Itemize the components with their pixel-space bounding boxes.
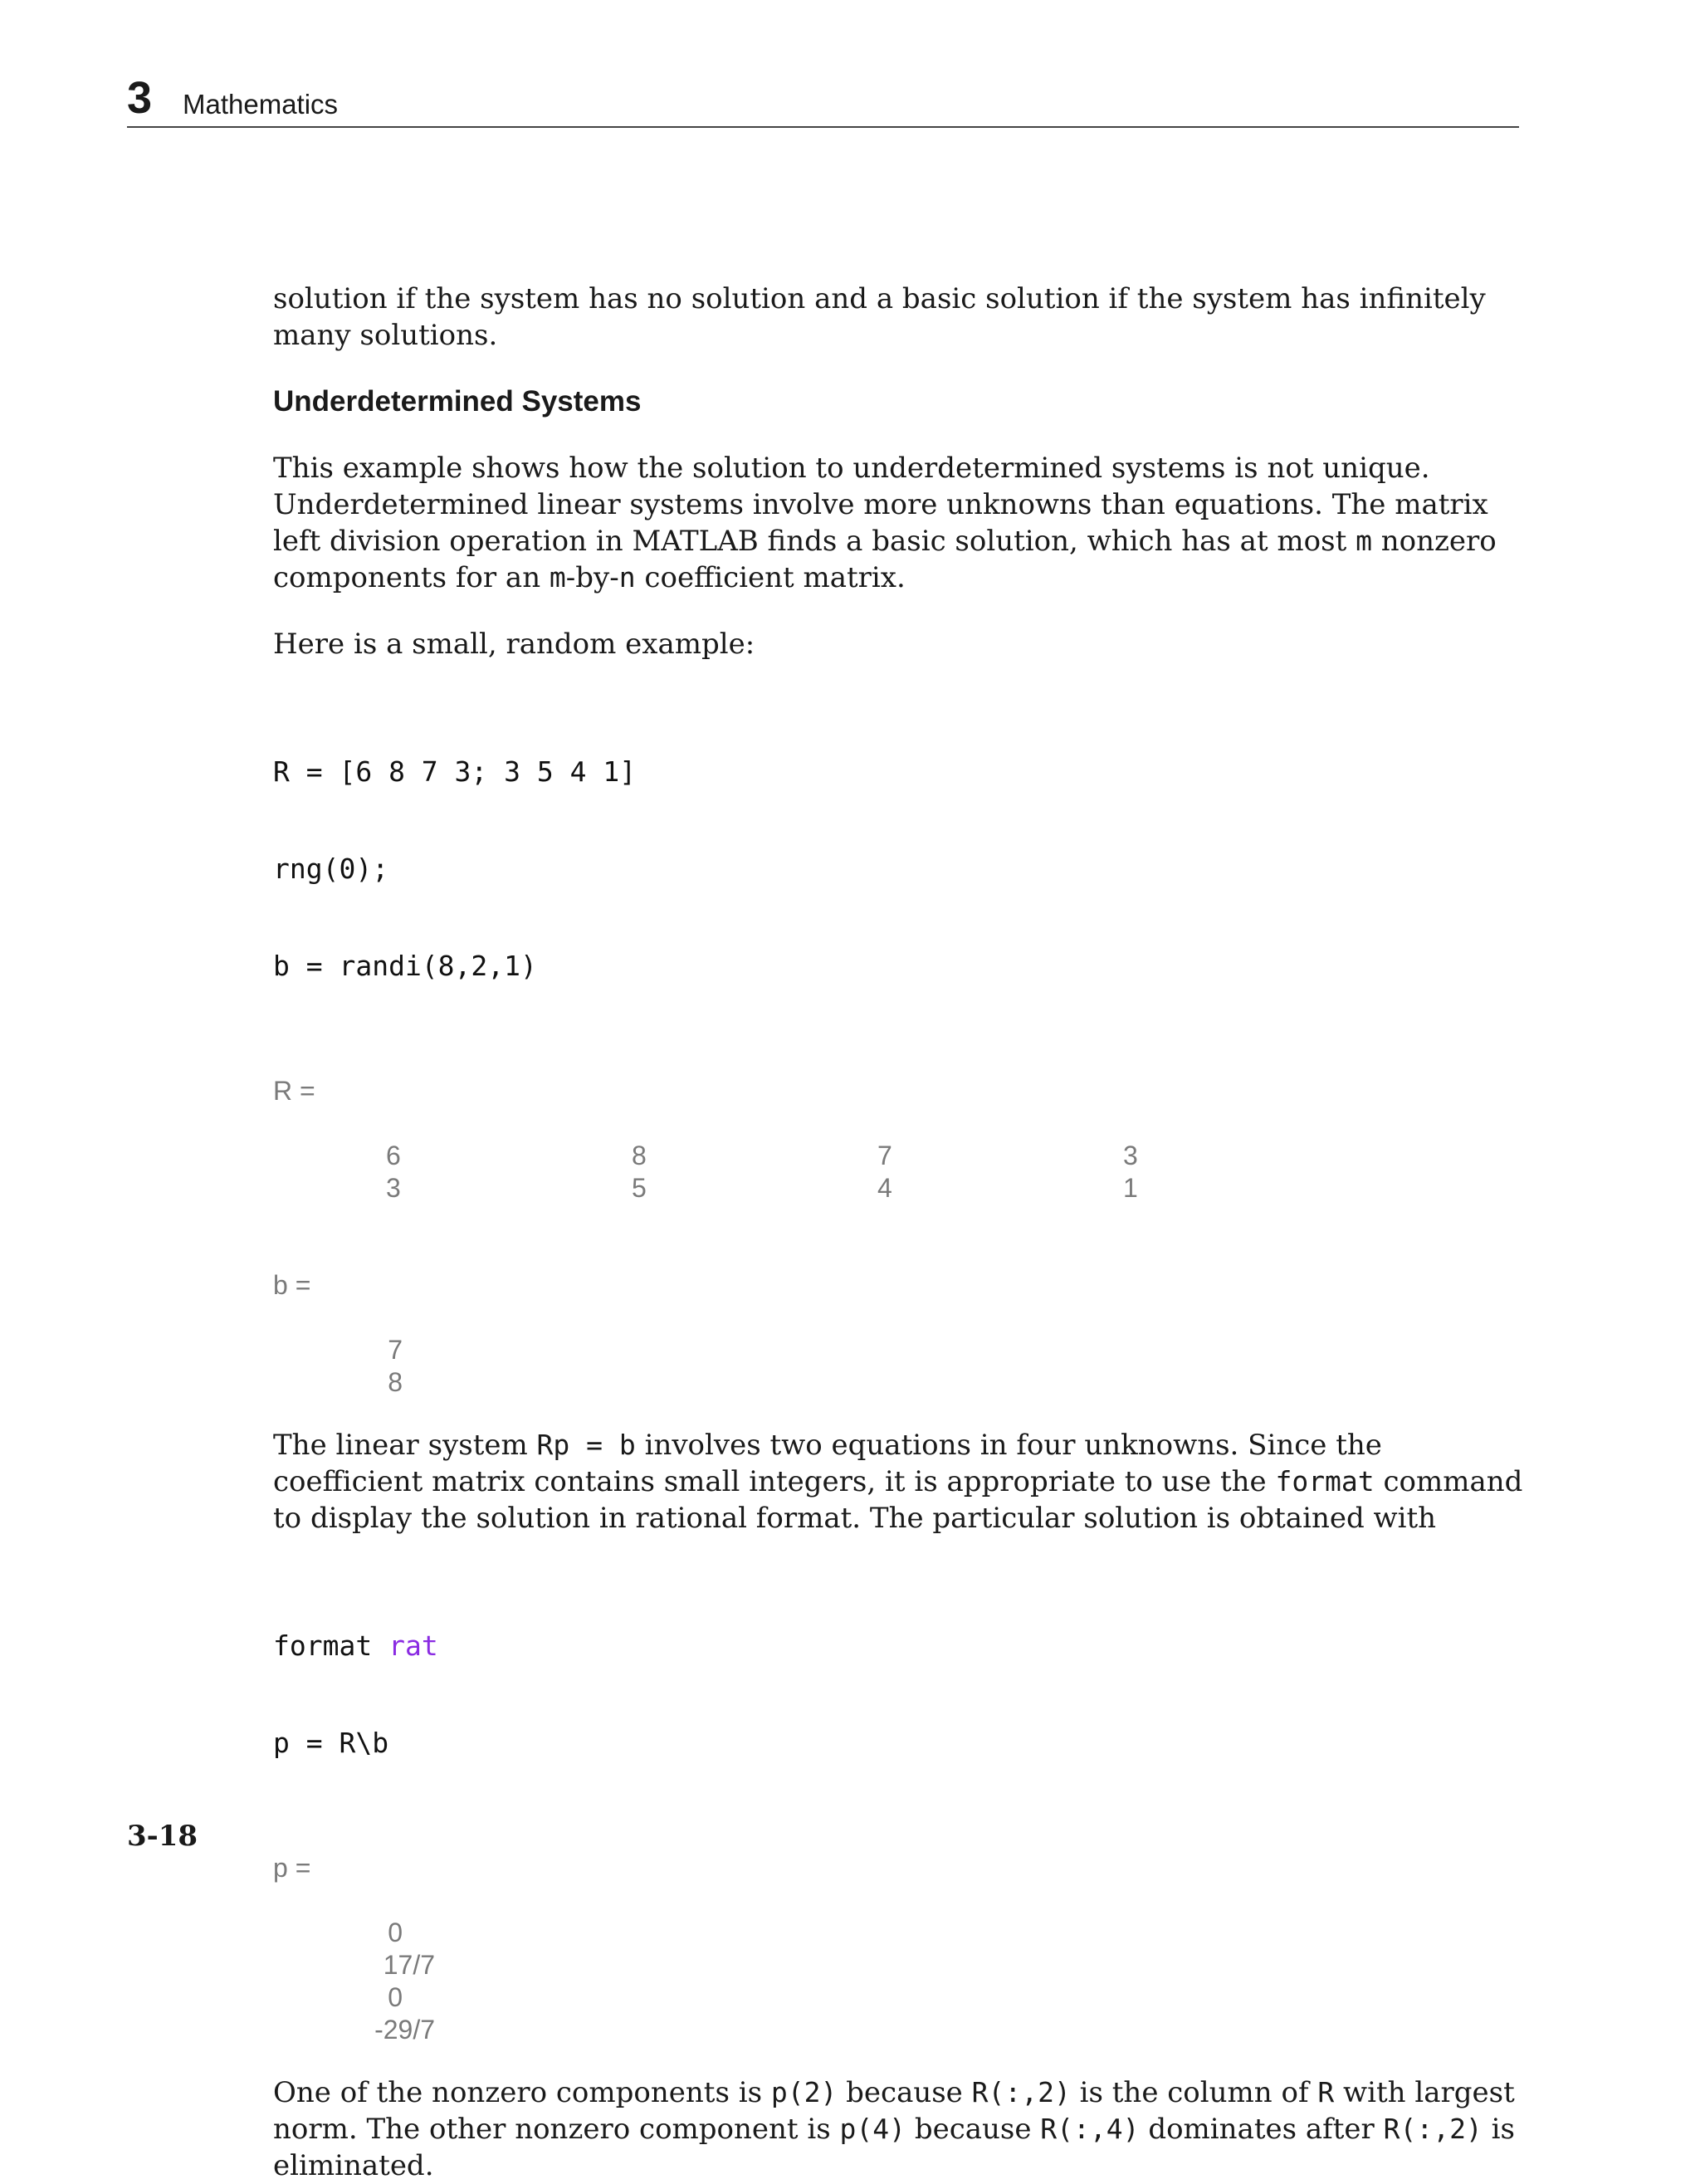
para4-text-1: One of the nonzero components is [273, 2076, 771, 2109]
vector-row [273, 1981, 403, 2014]
matrix-cell: 7 [877, 1141, 892, 1170]
code-block-solve [273, 1565, 1535, 1824]
output-R [273, 1075, 1535, 1204]
code-keyword-arg: rat [388, 1629, 438, 1662]
code-line: R = [6 8 7 3; 3 5 4 1] [273, 755, 637, 788]
output-p [273, 1852, 1535, 2046]
vector-row [273, 1949, 435, 1981]
intro-line-2: many solutions. [273, 319, 498, 352]
para4-text-7: is eliminated. [273, 2113, 1515, 2182]
para1-text-4: coefficient matrix. [635, 561, 906, 594]
vector-value: 7 [388, 1335, 403, 1365]
para3-text-3: command to display the solution in rational format. The particular solution is obtained with [273, 1465, 1523, 1535]
vector-value: 8 [388, 1367, 403, 1397]
para1-code-n: n [618, 561, 636, 594]
vector-value: 0 [388, 1982, 403, 2012]
nonzero-components-paragraph [273, 2074, 1535, 2184]
matrix-row [273, 1172, 1535, 1204]
para1-code-m2: m [549, 561, 566, 594]
para4-code-R-col2: R(:,2) [971, 2076, 1071, 2108]
para4-code-R: R [1317, 2076, 1335, 2108]
vector-row [273, 1917, 403, 1949]
matrix-cell: 4 [877, 1173, 892, 1203]
para1-code-m: m [1356, 525, 1372, 557]
code-block-setup [273, 691, 1535, 1047]
para1-text-3: -by- [565, 561, 619, 594]
vector-value: -29/7 [374, 2015, 435, 2045]
code-line: p = R\b [273, 1727, 389, 1759]
output-label-b: b = [273, 1270, 311, 1300]
example-intro-paragraph: Here is a small, random example: [273, 628, 755, 661]
para3-code-equation: Rp = b [536, 1429, 636, 1461]
chapter-title: Mathematics [183, 89, 339, 120]
chapter-number: 3 [127, 73, 153, 123]
para4-code-p4: p(4) [839, 2113, 906, 2145]
para4-text-5: because [906, 2113, 1041, 2146]
matrix-cell: 3 [386, 1173, 401, 1203]
para4-text-6: dominates after [1139, 2113, 1384, 2146]
vector-value: 0 [388, 1918, 403, 1947]
matrix-cell: 8 [632, 1141, 647, 1170]
matrix-cell: 5 [632, 1173, 647, 1203]
code-line: rng(0); [273, 853, 389, 885]
intro-paragraph [273, 281, 1535, 354]
output-b [273, 1269, 1535, 1399]
output-label-R: R = [273, 1076, 315, 1106]
para4-text-3: is the column of [1070, 2076, 1318, 2109]
code-command: format [273, 1629, 389, 1662]
code-line: b = randi(8,2,1) [273, 950, 537, 982]
page-content [273, 281, 1535, 2184]
matrix-cell: 6 [386, 1141, 401, 1170]
linear-system-paragraph [273, 1427, 1535, 1537]
section-heading: Underdetermined Systems [273, 385, 642, 418]
para4-code-p2: p(2) [770, 2076, 838, 2108]
matrix-cell: 3 [1123, 1141, 1138, 1170]
para4-text-2: because [837, 2076, 972, 2109]
code-line [273, 1629, 1535, 1662]
para3-text-2: involves two equations in four unknowns. Since the coefficient matrix contains small integers, it is appropriate to use the [273, 1429, 1382, 1498]
para4-code-R-col4: R(:,4) [1040, 2113, 1140, 2145]
intro-underdetermined-paragraph [273, 450, 1535, 596]
para4-code-R-col2-again: R(:,2) [1383, 2113, 1483, 2145]
vector-row [273, 2014, 435, 2046]
intro-line-1: solution if the system has no solution and a basic solution if the system has infinitely [273, 282, 1486, 315]
matrix-row [273, 1140, 1535, 1172]
para1-text-2: nonzero components for an [273, 525, 1497, 594]
matrix-cell: 1 [1123, 1173, 1138, 1203]
output-label-p: p = [273, 1853, 311, 1883]
para3-text-1: The linear system [273, 1429, 537, 1462]
vector-value: 17/7 [383, 1950, 435, 1980]
vector-row [273, 1366, 403, 1399]
page-header [127, 73, 1519, 128]
vector-row [273, 1334, 403, 1366]
para3-code-format: format [1275, 1465, 1375, 1498]
para4-text-4: with largest norm. The other nonzero component is [273, 2076, 1515, 2146]
para1-text-1: This example shows how the solution to underdetermined systems is not unique. Underdetermined linear systems involve more unknowns than equations. The matrix left division operation in MATLAB finds a basic solution, which has at most [273, 452, 1488, 558]
page-number: 3-18 [127, 1820, 198, 1853]
